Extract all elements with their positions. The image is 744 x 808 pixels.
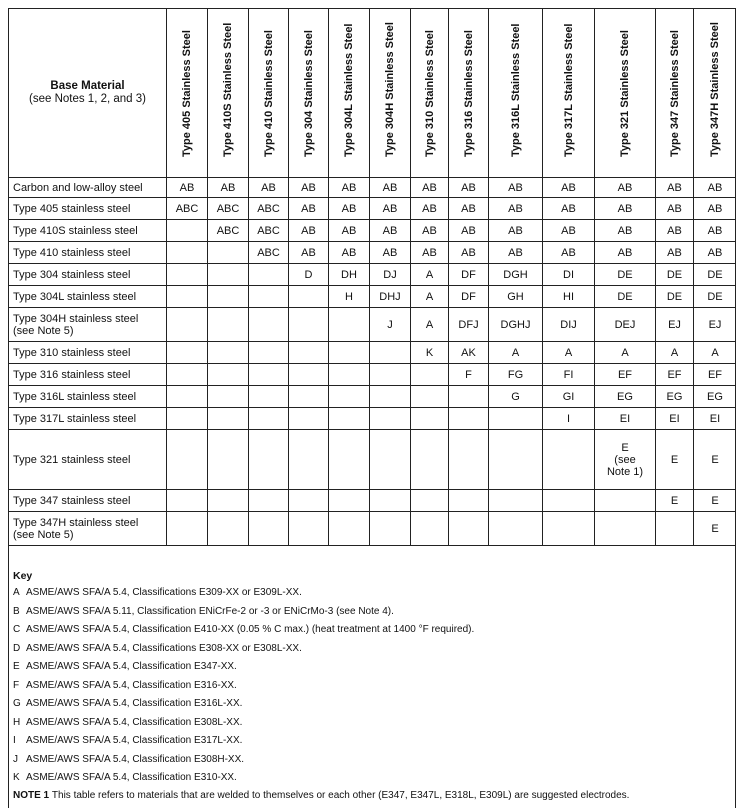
table-cell: ABC <box>208 198 249 220</box>
table-cell: ABC <box>167 198 208 220</box>
table-cell: A <box>543 342 595 364</box>
key-code: D <box>13 642 21 654</box>
table-cell <box>411 386 449 408</box>
table-cell: AB <box>449 198 489 220</box>
key-text: ASME/AWS SFA/A 5.4, Classification E316-XX. <box>26 679 237 691</box>
column-header-label: Type 316 Stainless Steel <box>462 30 475 157</box>
table-cell <box>208 286 249 308</box>
row-label: Type 304 stainless steel <box>9 264 167 286</box>
key-item <box>13 640 735 659</box>
column-header-label: Type 405 Stainless Steel <box>181 30 193 157</box>
table-cell: D <box>289 264 329 286</box>
table-cell: AB <box>656 242 694 264</box>
table-cell: EF <box>595 364 656 386</box>
table-cell: DGHJ <box>489 308 543 342</box>
key-item <box>13 603 735 622</box>
table-cell: AB <box>694 242 737 264</box>
table-cell: A <box>411 264 449 286</box>
table-row <box>9 242 737 264</box>
base-material-note: (see Notes 1, 2, and 3) <box>29 93 146 105</box>
table-cell: AB <box>289 198 329 220</box>
table-cell <box>370 342 411 364</box>
column-header <box>411 9 449 178</box>
table-cell: F <box>449 364 489 386</box>
table-cell: ABC <box>249 242 289 264</box>
key-text: ASME/AWS SFA/A 5.4, Classification E308H-XX. <box>26 753 245 765</box>
table-cell <box>208 342 249 364</box>
column-header <box>489 9 543 178</box>
table-cell <box>289 386 329 408</box>
table-cell: A <box>656 342 694 364</box>
table-cell: DHJ <box>370 286 411 308</box>
table-cell: AB <box>449 178 489 198</box>
table-cell <box>208 408 249 430</box>
row-label: Type 310 stainless steel <box>9 342 167 364</box>
table-cell: AB <box>289 178 329 198</box>
table-cell <box>167 242 208 264</box>
key-item <box>13 621 735 640</box>
table-cell: A <box>411 286 449 308</box>
table-cell <box>656 512 694 546</box>
table-cell: AB <box>289 242 329 264</box>
table-cell <box>489 512 543 546</box>
table-cell: AB <box>694 198 737 220</box>
key-item <box>13 658 735 677</box>
note-1 <box>13 788 735 804</box>
table-cell <box>543 430 595 490</box>
table-cell <box>449 490 489 512</box>
table-cell: AB <box>370 178 411 198</box>
table-cell <box>370 490 411 512</box>
table-cell: AB <box>449 220 489 242</box>
table-cell: I <box>543 408 595 430</box>
table-cell <box>167 364 208 386</box>
column-header <box>595 9 656 178</box>
table-cell: DIJ <box>543 308 595 342</box>
table-cell <box>249 364 289 386</box>
table-cell: DE <box>694 286 737 308</box>
key-item <box>13 751 735 770</box>
table-cell: AB <box>329 198 370 220</box>
table-cell: K <box>411 342 449 364</box>
table-cell: DJ <box>370 264 411 286</box>
table-cell: EF <box>694 364 737 386</box>
table-cell: A <box>411 308 449 342</box>
table-cell: AB <box>489 198 543 220</box>
table-cell <box>249 512 289 546</box>
table-cell <box>249 264 289 286</box>
table-cell: DF <box>449 264 489 286</box>
table-cell <box>167 286 208 308</box>
table-cell <box>289 342 329 364</box>
table-cell <box>208 512 249 546</box>
column-header-label: Type 316L Stainless Steel <box>509 23 522 157</box>
column-header <box>543 9 595 178</box>
table-cell <box>167 512 208 546</box>
table-cell <box>289 286 329 308</box>
table-cell <box>289 308 329 342</box>
row-label: Type 316 stainless steel <box>9 364 167 386</box>
table-cell: EJ <box>694 308 737 342</box>
column-header-label: Type 310 Stainless Steel <box>423 30 436 157</box>
key-code: J <box>13 753 18 765</box>
table-cell <box>289 490 329 512</box>
table-cell <box>167 342 208 364</box>
table-cell <box>489 408 543 430</box>
table-cell: ABC <box>249 220 289 242</box>
table-cell <box>449 512 489 546</box>
row-label: Type 347 stainless steel <box>9 490 167 512</box>
table-cell: AB <box>329 178 370 198</box>
table-cell: AB <box>489 242 543 264</box>
table-cell: DFJ <box>449 308 489 342</box>
table-cell: ABC <box>208 220 249 242</box>
table-cell <box>289 408 329 430</box>
table-cell <box>167 408 208 430</box>
column-header-label: Type 347 Stainless Steel <box>668 30 681 157</box>
table-cell: AB <box>249 178 289 198</box>
table-cell: AB <box>167 178 208 198</box>
key-text: ASME/AWS SFA/A 5.4, Classification E308L-XX. <box>26 716 243 728</box>
table-cell: AB <box>543 178 595 198</box>
table-cell <box>208 430 249 490</box>
table-cell <box>208 308 249 342</box>
table-cell <box>208 364 249 386</box>
key-code: K <box>13 772 20 783</box>
table-cell: AB <box>411 178 449 198</box>
key-section <box>9 569 735 804</box>
key-code: G <box>13 698 21 709</box>
key-code: I <box>13 735 16 746</box>
table-cell <box>411 408 449 430</box>
key-item <box>13 732 735 751</box>
table-cell: AK <box>449 342 489 364</box>
column-header <box>449 9 489 178</box>
table-row <box>9 264 737 286</box>
table-cell: EG <box>595 386 656 408</box>
column-header <box>208 9 249 178</box>
table-cell: E <box>694 512 737 546</box>
table-cell: E (see Note 1) <box>595 430 656 490</box>
key-code: H <box>13 716 21 728</box>
table-cell <box>249 386 289 408</box>
table-cell: AB <box>543 220 595 242</box>
key-text: ASME/AWS SFA/A 5.11, Classification ENiCrFe-2 or -3 or ENiCrMo-3 (see Note 4). <box>26 605 394 617</box>
row-label: Type 410 stainless steel <box>9 242 167 264</box>
column-header-label: Type 410 Stainless Steel <box>262 30 275 157</box>
table-cell: E <box>694 430 737 490</box>
table-cell <box>449 386 489 408</box>
table-cell: AB <box>208 178 249 198</box>
table-cell <box>411 430 449 490</box>
table-row <box>9 364 737 386</box>
note-label: NOTE 1 <box>13 789 50 801</box>
table-cell: AB <box>370 198 411 220</box>
table-cell: AB <box>289 220 329 242</box>
table-cell: E <box>694 490 737 512</box>
table-cell: AB <box>595 220 656 242</box>
table-cell <box>249 408 289 430</box>
table-cell <box>370 408 411 430</box>
table-cell <box>543 490 595 512</box>
table-cell: H <box>329 286 370 308</box>
key-title: Key <box>13 570 33 582</box>
table-cell: DEJ <box>595 308 656 342</box>
row-label: Type 317L stainless steel <box>9 408 167 430</box>
column-header-label: Type 410S Stainless Steel <box>222 22 234 157</box>
table-cell <box>411 364 449 386</box>
column-header-label: Type 347H Stainless Steel <box>709 22 721 157</box>
table-cell: FG <box>489 364 543 386</box>
column-header <box>694 9 737 178</box>
key-item <box>13 677 735 696</box>
column-header-label: Type 317L Stainless Steel <box>562 23 575 157</box>
table-cell: AB <box>656 198 694 220</box>
key-text: ASME/AWS SFA/A 5.4, Classification E316L-XX. <box>26 698 243 709</box>
table-cell: AB <box>489 220 543 242</box>
table-cell <box>411 512 449 546</box>
column-header <box>249 9 289 178</box>
key-text: ASME/AWS SFA/A 5.4, Classifications E309-XX or E309L-XX. <box>26 587 302 598</box>
header-row <box>9 9 737 178</box>
column-header-label: Type 321 Stainless Steel <box>619 30 631 157</box>
table-cell <box>449 430 489 490</box>
key-code: F <box>13 679 20 691</box>
table-cell: DE <box>656 264 694 286</box>
table-cell: DE <box>595 286 656 308</box>
table-cell: AB <box>370 242 411 264</box>
table-row <box>9 220 737 242</box>
table-cell <box>167 264 208 286</box>
column-header <box>370 9 411 178</box>
key-text: ASME/AWS SFA/A 5.4, Classification E410-XX (0.05 % C max.) (heat treatment at 1400 °F required). <box>26 624 475 635</box>
table-cell: FI <box>543 364 595 386</box>
table-cell <box>543 512 595 546</box>
key-code: A <box>13 587 20 598</box>
table-cell: DF <box>449 286 489 308</box>
table-body <box>9 178 737 546</box>
table-cell: DE <box>656 286 694 308</box>
table-cell: E <box>656 490 694 512</box>
table-cell: AB <box>595 178 656 198</box>
row-label: Type 321 stainless steel <box>9 430 167 490</box>
table-cell <box>329 342 370 364</box>
row-label: Type 410S stainless steel <box>9 220 167 242</box>
table-cell <box>289 430 329 490</box>
table-cell <box>249 308 289 342</box>
table-cell <box>370 430 411 490</box>
key-code: C <box>13 624 21 635</box>
column-header-label: Type 304H Stainless Steel <box>384 22 396 157</box>
column-header <box>289 9 329 178</box>
key-text: ASME/AWS SFA/A 5.4, Classification E310-XX. <box>26 772 237 783</box>
table-row <box>9 308 737 342</box>
row-label: Carbon and low-alloy steel <box>9 178 167 198</box>
table-cell: AB <box>411 198 449 220</box>
table-cell: EG <box>694 386 737 408</box>
row-label: Type 304L stainless steel <box>9 286 167 308</box>
table-cell <box>411 490 449 512</box>
table-cell <box>249 342 289 364</box>
table-cell <box>208 490 249 512</box>
table-cell <box>208 242 249 264</box>
table-cell: A <box>595 342 656 364</box>
table-cell <box>167 386 208 408</box>
table-cell: DI <box>543 264 595 286</box>
table-cell: EI <box>694 408 737 430</box>
table-cell <box>289 512 329 546</box>
key-code: B <box>13 605 20 617</box>
table-cell: AB <box>656 178 694 198</box>
table-cell <box>249 430 289 490</box>
table-cell <box>329 408 370 430</box>
key-item <box>13 769 735 788</box>
table-row <box>9 286 737 308</box>
table-cell: AB <box>411 242 449 264</box>
table-row <box>9 430 737 490</box>
table-cell: GI <box>543 386 595 408</box>
table-cell: DE <box>595 264 656 286</box>
table-cell: EJ <box>656 308 694 342</box>
table-cell <box>167 308 208 342</box>
base-material-header <box>9 9 167 178</box>
table-cell: AB <box>694 220 737 242</box>
table-cell: AB <box>595 242 656 264</box>
table-cell: AB <box>543 242 595 264</box>
table-cell: AB <box>411 220 449 242</box>
table-cell <box>167 220 208 242</box>
column-header-label: Type 304 Stainless Steel <box>302 30 315 157</box>
table-cell <box>208 386 249 408</box>
table-row <box>9 386 737 408</box>
table-cell <box>167 430 208 490</box>
table-row <box>9 198 737 220</box>
table-cell: HI <box>543 286 595 308</box>
table-cell: E <box>656 430 694 490</box>
row-label: Type 347H stainless steel (see Note 5) <box>9 512 167 546</box>
table-row <box>9 342 737 364</box>
table-cell <box>370 364 411 386</box>
table-row <box>9 490 737 512</box>
table-row <box>9 512 737 546</box>
table-cell <box>489 490 543 512</box>
table-row <box>9 408 737 430</box>
table-cell: A <box>489 342 543 364</box>
table-cell <box>329 490 370 512</box>
row-label: Type 304H stainless steel (see Note 5) <box>9 308 167 342</box>
table-cell: EG <box>656 386 694 408</box>
table-cell <box>595 490 656 512</box>
table-cell: DH <box>329 264 370 286</box>
table-cell: G <box>489 386 543 408</box>
key-text: ASME/AWS SFA/A 5.4, Classifications E308-XX or E308L-XX. <box>26 642 302 654</box>
column-header-label: Type 304L Stainless Steel <box>343 23 355 157</box>
table-cell <box>249 286 289 308</box>
table-cell <box>208 264 249 286</box>
key-text: ASME/AWS SFA/A 5.4, Classification E347-XX. <box>26 661 237 672</box>
table-cell: AB <box>694 178 737 198</box>
table-cell: DE <box>694 264 737 286</box>
table-cell <box>370 512 411 546</box>
column-header <box>167 9 208 178</box>
note-text: This table refers to materials that are welded to themselves or each other (E347, E347L, E318L, E309L) are suggested electrodes. <box>51 789 630 801</box>
table-cell: AB <box>329 242 370 264</box>
table-cell <box>449 408 489 430</box>
table-cell: AB <box>656 220 694 242</box>
table-cell: DGH <box>489 264 543 286</box>
table-cell: J <box>370 308 411 342</box>
row-label: Type 405 stainless steel <box>9 198 167 220</box>
filler-metal-table <box>8 8 736 546</box>
table-cell: EI <box>656 408 694 430</box>
key-code: E <box>13 661 20 672</box>
table-cell: AB <box>449 242 489 264</box>
table-cell <box>489 430 543 490</box>
filler-metal-table-sheet <box>8 8 736 808</box>
key-text: ASME/AWS SFA/A 5.4, Classification E317L-XX. <box>26 735 243 746</box>
key-list <box>13 584 735 788</box>
row-label: Type 316L stainless steel <box>9 386 167 408</box>
table-cell: EF <box>656 364 694 386</box>
table-cell <box>595 512 656 546</box>
key-item <box>13 695 735 714</box>
key-item <box>13 584 735 603</box>
column-header <box>329 9 370 178</box>
table-cell: AB <box>489 178 543 198</box>
table-cell <box>329 308 370 342</box>
table-cell: AB <box>329 220 370 242</box>
table-cell <box>249 490 289 512</box>
table-cell <box>329 430 370 490</box>
table-cell: ABC <box>249 198 289 220</box>
table-cell <box>329 386 370 408</box>
table-cell: AB <box>543 198 595 220</box>
table-cell <box>289 364 329 386</box>
table-cell <box>329 364 370 386</box>
table-cell <box>370 386 411 408</box>
table-cell: GH <box>489 286 543 308</box>
table-cell <box>167 490 208 512</box>
base-material-title: Base Material <box>50 80 125 92</box>
key-item <box>13 714 735 733</box>
table-cell <box>329 512 370 546</box>
table-cell: AB <box>595 198 656 220</box>
table-cell: AB <box>370 220 411 242</box>
table-cell: EI <box>595 408 656 430</box>
table-row <box>9 178 737 198</box>
column-header <box>656 9 694 178</box>
table-cell: A <box>694 342 737 364</box>
